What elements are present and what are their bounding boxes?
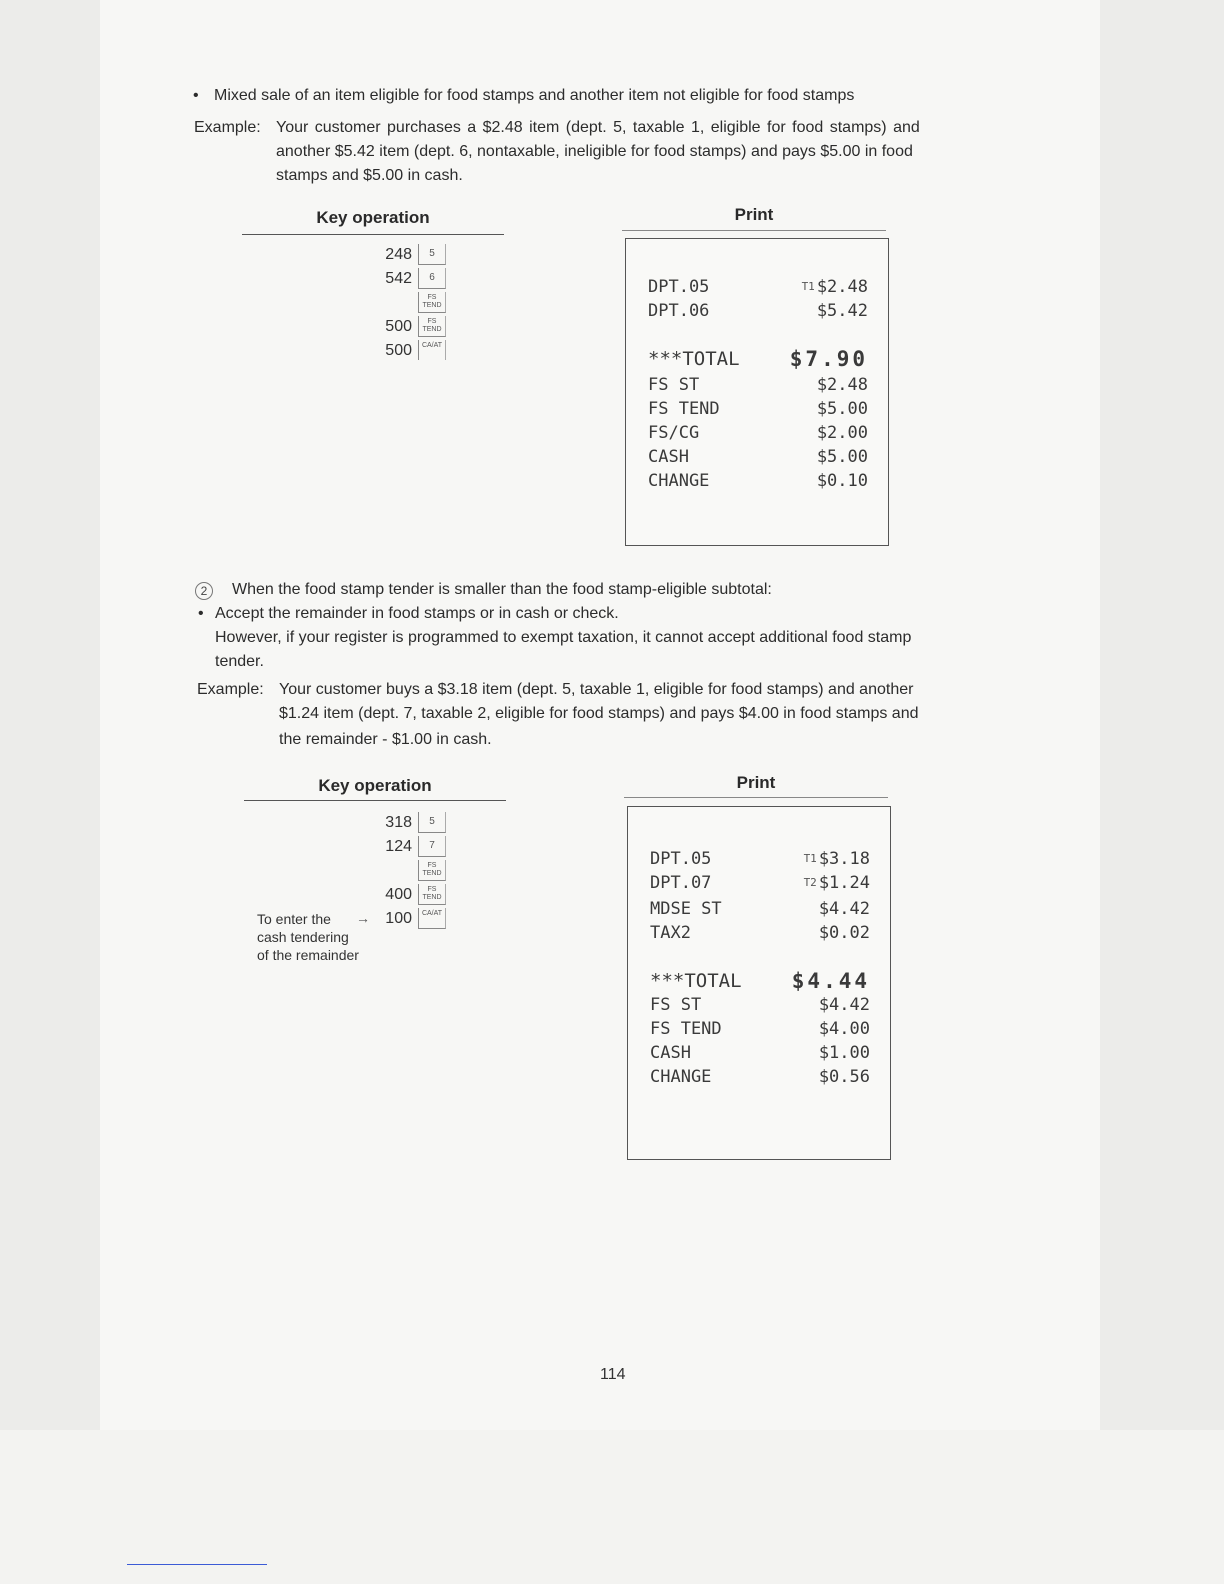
annotation-line: cash tendering — [257, 929, 349, 945]
key-entry-number: 100 — [385, 910, 412, 927]
key-row — [340, 340, 446, 362]
receipt-total-line: ***TOTAL $4.44 — [650, 969, 870, 993]
receipt-line: TAX2 $0.02 — [650, 923, 870, 943]
receipt-line: DPT.07 T2 $1.24 — [650, 873, 870, 893]
receipt-line: CHANGE $0.56 — [650, 1067, 870, 1087]
register-key: CA/AT — [418, 908, 446, 929]
print-rule — [622, 230, 886, 231]
key-entry-number: 248 — [385, 246, 412, 263]
bullet-marker: • — [198, 605, 204, 622]
key-operation-rule — [242, 234, 504, 235]
key-entry-number: 500 — [385, 342, 412, 359]
section2-example-line: the remainder - $1.00 in cash. — [279, 731, 492, 748]
section1-example-line: Your customer purchases a $2.48 item (dept. 5, taxable 1, eligible for food stamps) and — [276, 119, 920, 136]
annotation-line: To enter the — [257, 911, 331, 927]
register-key: 7 — [418, 836, 446, 857]
key-entry-number: 500 — [385, 318, 412, 335]
register-key: FS TEND — [418, 884, 446, 905]
key-entry-number: 542 — [385, 270, 412, 287]
receipt-line: CASH $1.00 — [650, 1043, 870, 1063]
section1-example-label: Example: — [194, 119, 261, 136]
receipt-printout — [627, 806, 891, 1160]
key-row — [340, 316, 446, 338]
register-key: FS TEND — [418, 860, 446, 881]
section2-heading: When the food stamp tender is smaller than the food stamp-eligible subtotal: — [232, 581, 772, 598]
page-margin-area — [0, 1430, 1224, 1584]
print-heading: Print — [736, 773, 776, 792]
section2-example-line: $1.24 item (dept. 7, taxable 2, eligible for food stamps) and pays $4.00 in food stamps and — [279, 705, 919, 722]
receipt-line: CASH $5.00 — [648, 447, 868, 467]
receipt-line: FS TEND $4.00 — [650, 1019, 870, 1039]
footer-link-underline — [127, 1564, 267, 1565]
section1-example-line: another $5.42 item (dept. 6, nontaxable, ineligible for food stamps) and pays $5.00 in food — [276, 143, 913, 160]
key-row — [340, 836, 446, 858]
section2-bullet-text: Accept the remainder in food stamps or in cash or check. — [215, 605, 619, 622]
register-key: FS TEND — [418, 292, 446, 313]
key-entry-number: 124 — [385, 838, 412, 855]
key-operation-rule — [244, 800, 506, 801]
key-row — [340, 268, 446, 290]
page-number: 114 — [600, 1366, 626, 1383]
section2-number-badge: 2 — [195, 582, 213, 600]
print-heading: Print — [734, 205, 774, 224]
key-row — [340, 860, 446, 882]
section2-example-line: Your customer buys a $3.18 item (dept. 5, taxable 1, eligible for food stamps) and another — [279, 681, 914, 698]
receipt-line: MDSE ST $4.42 — [650, 899, 870, 919]
section2-however-line: tender. — [215, 653, 264, 670]
register-key: 5 — [418, 812, 446, 833]
section2-example-label: Example: — [197, 681, 264, 698]
print-rule — [624, 797, 888, 798]
register-key: 6 — [418, 268, 446, 289]
receipt-line: FS ST $4.42 — [650, 995, 870, 1015]
section1-intro: Mixed sale of an item eligible for food stamps and another item not eligible for food stamps — [214, 87, 855, 104]
key-operation-heading: Key operation — [316, 208, 430, 227]
arrow-right-icon: → — [356, 910, 370, 926]
register-key: CA/AT — [418, 340, 446, 360]
receipt-line: DPT.05 T1 $2.48 — [648, 277, 868, 297]
register-key: FS TEND — [418, 316, 446, 337]
section2-however-line: However, if your register is programmed to exempt taxation, it cannot accept additional food stamp — [215, 629, 912, 646]
receipt-line: FS ST $2.48 — [648, 375, 868, 395]
key-row — [340, 812, 446, 834]
register-key: 5 — [418, 244, 446, 265]
receipt-line: FS TEND $5.00 — [648, 399, 868, 419]
bullet-marker: • — [193, 87, 199, 104]
receipt-line: CHANGE $0.10 — [648, 471, 868, 491]
key-row — [340, 292, 446, 314]
key-operation-heading: Key operation — [318, 776, 432, 795]
receipt-total-line: ***TOTAL $7.90 — [648, 347, 868, 371]
receipt-line: FS/CG $2.00 — [648, 423, 868, 443]
section1-example-line: stamps and $5.00 in cash. — [276, 167, 463, 184]
receipt-line: DPT.05 T1 $3.18 — [650, 849, 870, 869]
annotation-line: of the remainder — [257, 947, 359, 963]
receipt-line: DPT.06 $5.42 — [648, 301, 868, 321]
key-row — [340, 884, 446, 906]
key-row — [340, 244, 446, 266]
receipt-printout — [625, 238, 889, 546]
key-entry-number: 400 — [385, 886, 412, 903]
key-entry-number: 318 — [385, 814, 412, 831]
